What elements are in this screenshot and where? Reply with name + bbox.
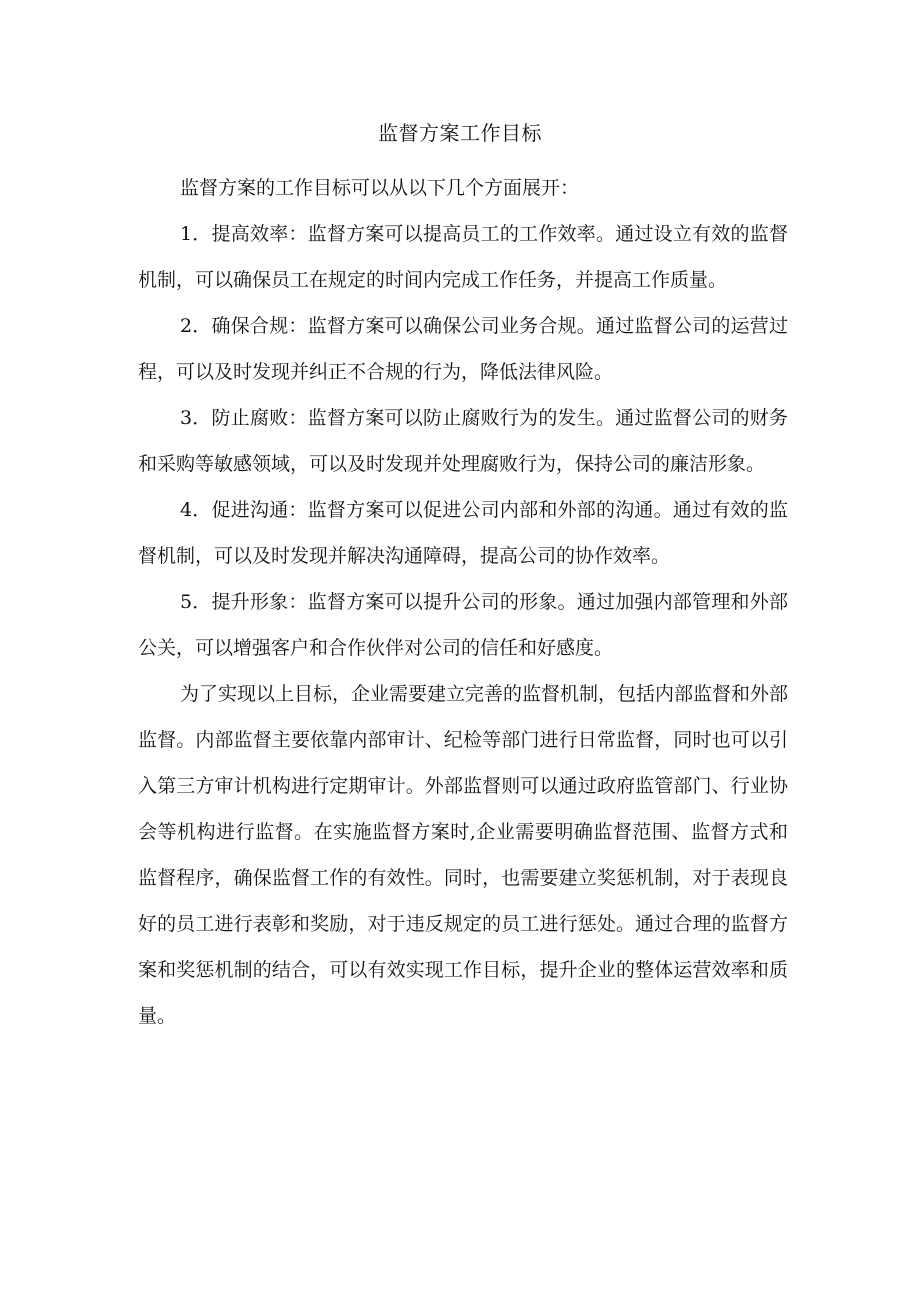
point-4-paragraph: 4．促进沟通：监督方案可以促进公司内部和外部的沟通。通过有效的监督机制，可以及时发现并解决沟通障碍，提高公司的协作效率。 — [138, 499, 788, 567]
point-5-paragraph: 5．提升形象：监督方案可以提升公司的形象。通过加强内部管理和外部公关，可以增强客户和合作伙伴对公司的信任和好感度。 — [138, 591, 788, 659]
intro-paragraph: 监督方案的工作目标可以从以下几个方面展开： — [180, 177, 580, 199]
conclusion-paragraph: 为了实现以上目标，企业需要建立完善的监督机制，包括内部监督和外部监督。内部监督主要依靠内部审计、纪检等部门进行日常监督，同时也可以引入第三方审计机构进行定期审计。外部监督则可以通过政府监管部门、行业协会等机构进行监督。在实施监督方案时,企业需要明确监督范围、监督方式和监督程序，确保监督工作的有效性。同时，也需要建立奖惩机制，对于表现良好的员工进行表彰和奖励，对于违反规定的员工进行惩处。通过合理的监督方案和奖惩机制的结合，可以有效实现工作目标，提升企业的整体运营效率和质量。 — [138, 683, 789, 1027]
document-title: 监督方案工作目标 — [378, 121, 542, 145]
point-3-paragraph: 3．防止腐败：监督方案可以防止腐败行为的发生。通过监督公司的财务和采购等敏感领域，可以及时发现并处理腐败行为，保持公司的廉洁形象。 — [138, 407, 788, 475]
point-2-paragraph: 2．确保合规：监督方案可以确保公司业务合规。通过监督公司的运营过程，可以及时发现并纠正不合规的行为，降低法律风险。 — [138, 315, 788, 383]
document-body — [138, 165, 788, 1039]
point-1-paragraph: 1．提高效率：监督方案可以提高员工的工作效率。通过设立有效的监督机制，可以确保员工在规定的时间内完成工作任务，并提高工作质量。 — [138, 223, 788, 291]
